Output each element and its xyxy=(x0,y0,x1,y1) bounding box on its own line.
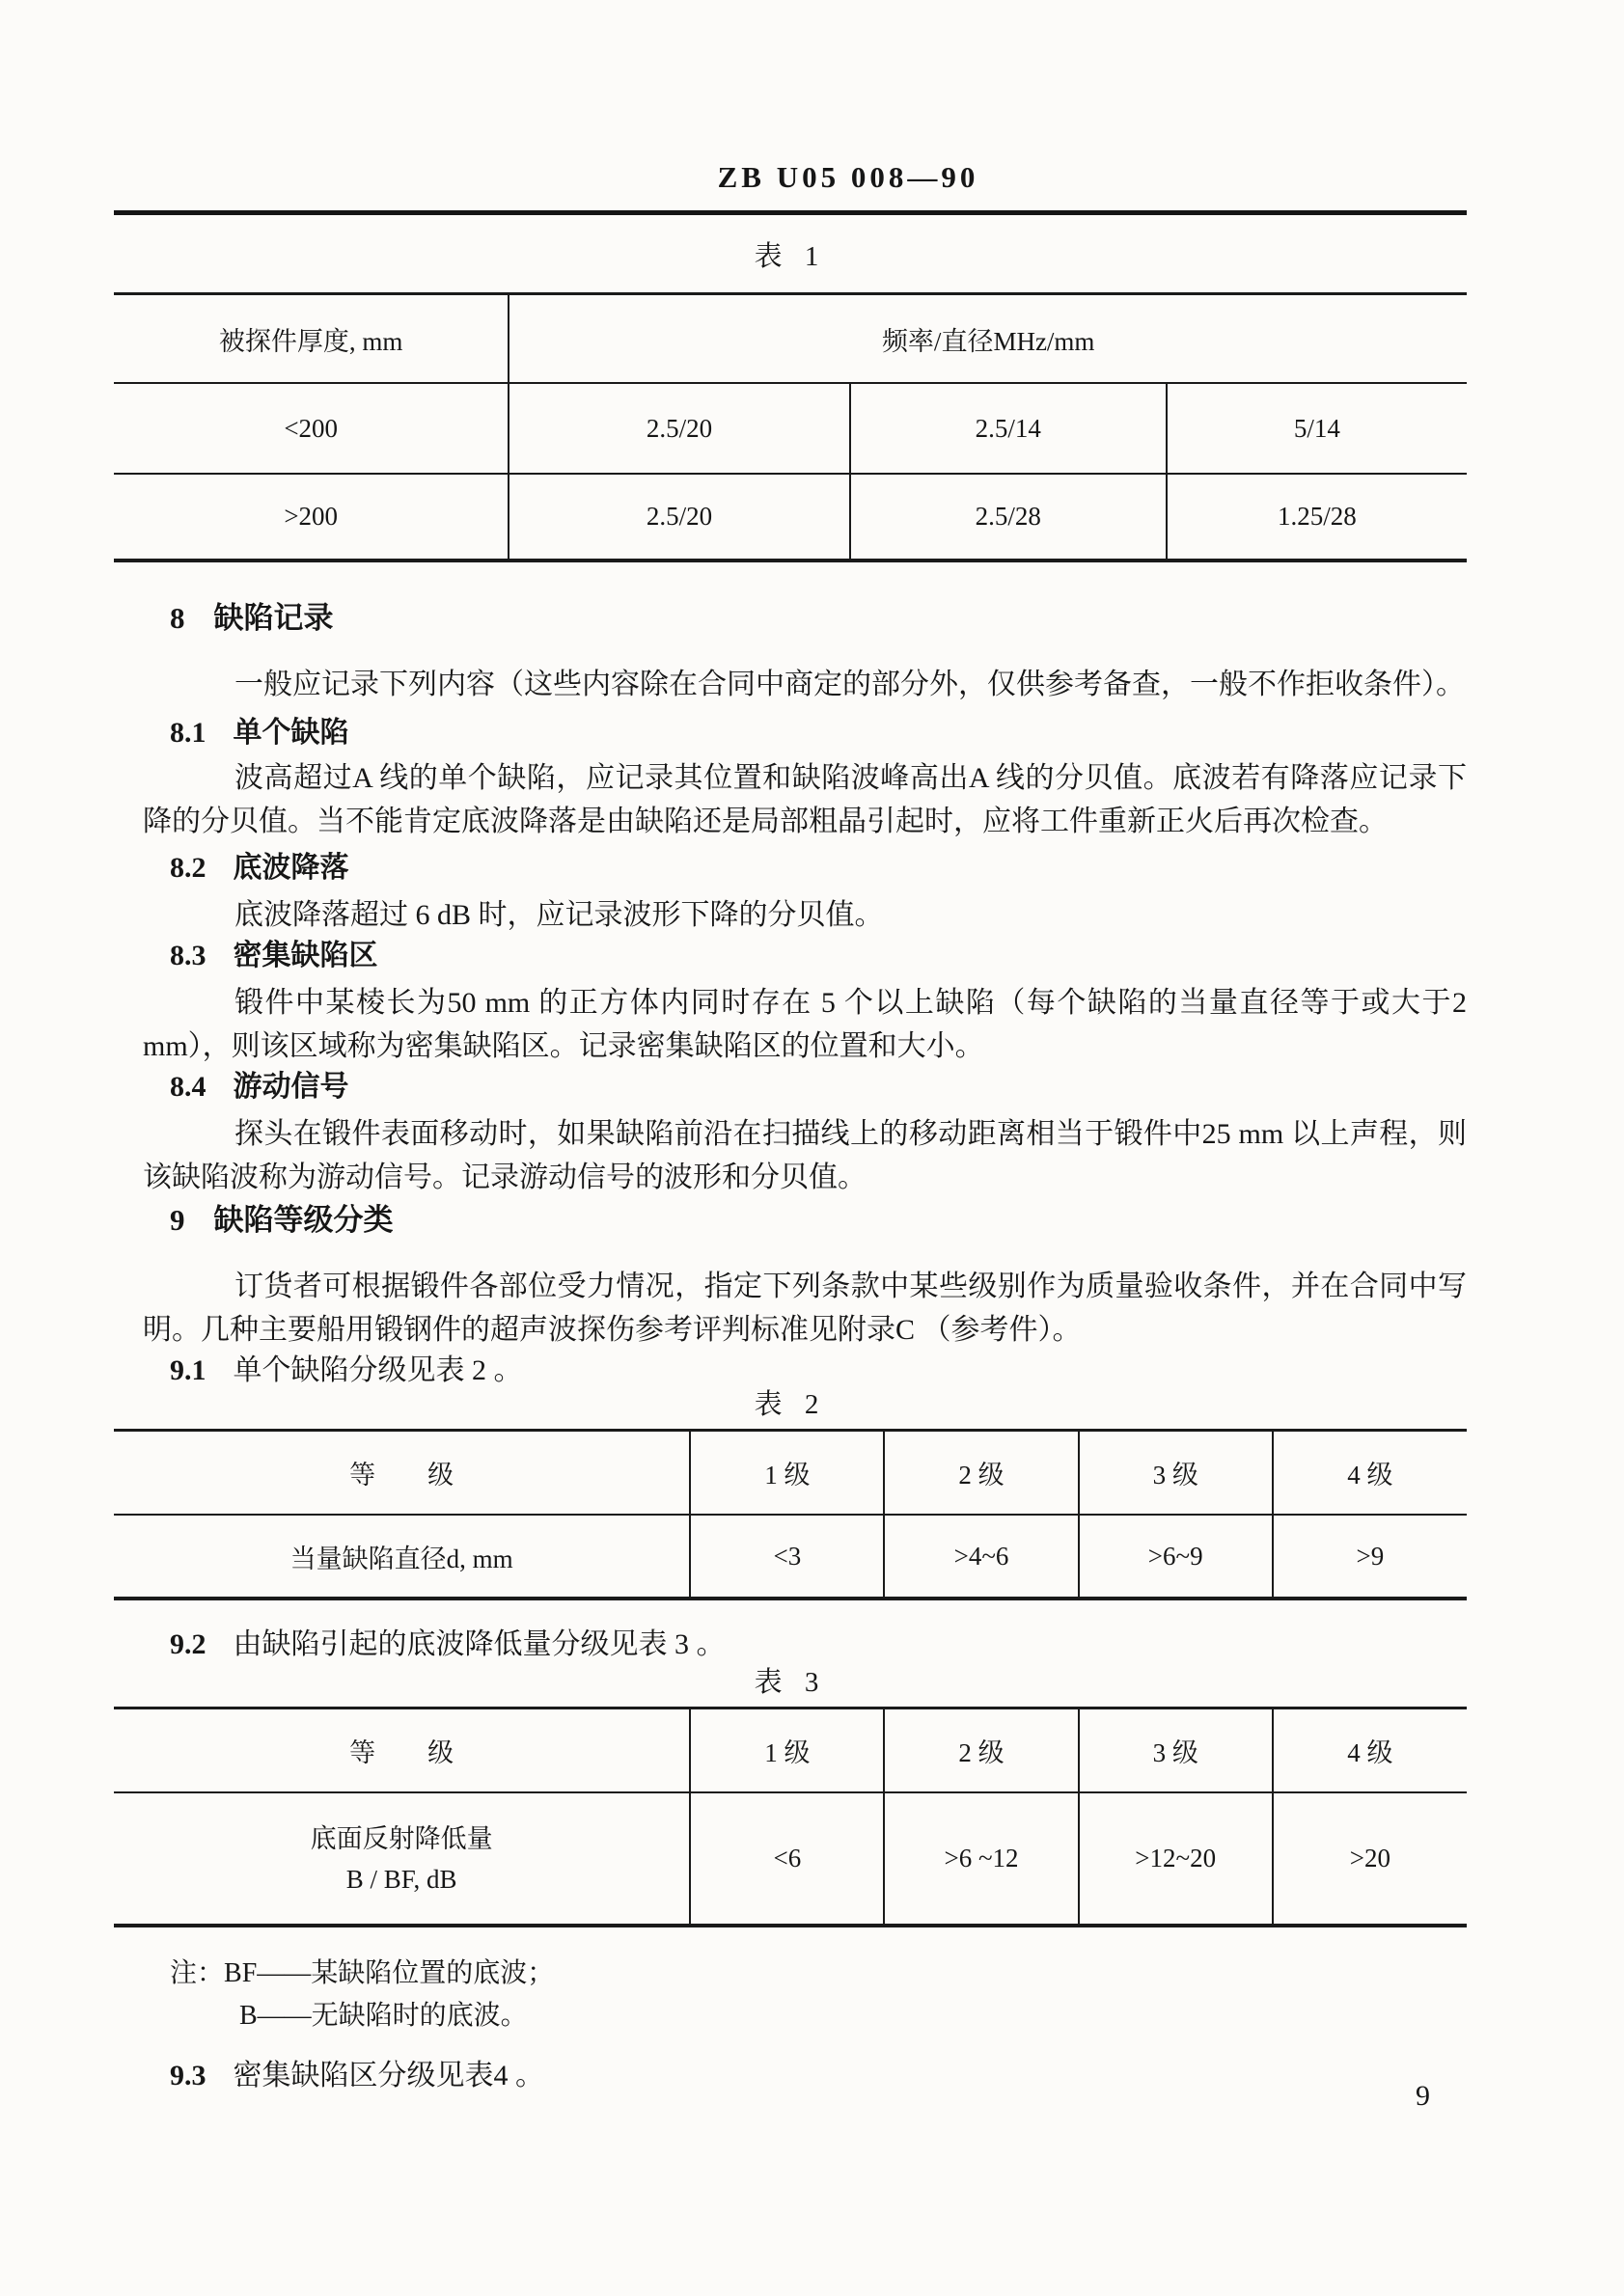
section-9-2-line xyxy=(114,1627,1467,1662)
subsection-title: 密集缺陷区 xyxy=(233,940,378,971)
table2-level-header: 4 级 xyxy=(1273,1431,1467,1516)
section-8-4-heading xyxy=(114,1070,1467,1105)
table3-cell: >6 ~12 xyxy=(884,1792,1078,1926)
table1-cell: 2.5/20 xyxy=(509,474,849,560)
note-text: BF——某缺陷位置的底波； xyxy=(224,1958,555,1988)
subsection-number: 9.1 xyxy=(170,1354,206,1386)
header-rule xyxy=(114,210,1467,215)
subsection-title: 游动信号 xyxy=(233,1071,349,1103)
table1-cell: 2.5/14 xyxy=(850,383,1167,474)
table3-cell: >12~20 xyxy=(1079,1792,1273,1926)
table2-cell: >4~6 xyxy=(884,1515,1078,1599)
note-line-1 xyxy=(170,1954,1467,1993)
table1-frequency-header: 频率/直径MHz/mm xyxy=(509,294,1467,384)
table1-cell: 2.5/28 xyxy=(850,474,1167,560)
section-title: 缺陷等级分类 xyxy=(213,1203,394,1237)
table2-level-header: 2 级 xyxy=(884,1431,1078,1516)
section-9-1-line xyxy=(114,1353,1467,1388)
table3 xyxy=(114,1707,1467,1927)
table3-cell: <6 xyxy=(690,1792,884,1926)
table1-cell: 5/14 xyxy=(1167,383,1467,474)
table2-level-header: 1 级 xyxy=(690,1431,884,1516)
page-number: 9 xyxy=(1416,2080,1430,2112)
subsection-number: 8.4 xyxy=(170,1071,206,1103)
table3-caption: 表 3 xyxy=(754,1667,827,1698)
table3-level-header: 3 级 xyxy=(1079,1708,1273,1793)
section-8-4-body: 探头在锻件表面移动时，如果缺陷前沿在扫描线上的移动距离相当于锻件中25 mm 以上声程，则该缺陷波称为游动信号。记录游动信号的波形和分贝值。 xyxy=(143,1118,1467,1193)
section-number: 8 xyxy=(170,601,185,635)
subsection-text: 单个缺陷分级见表 2 。 xyxy=(233,1354,523,1386)
table2-row-label: 当量缺陷直径d, mm xyxy=(114,1515,690,1599)
subsection-number: 9.2 xyxy=(170,1628,206,1660)
table2-level-header: 3 级 xyxy=(1079,1431,1273,1516)
table1-cell: 2.5/20 xyxy=(509,383,849,474)
table3-level-header: 2 级 xyxy=(884,1708,1078,1793)
subsection-number: 8.2 xyxy=(170,852,206,884)
table2-caption: 表 2 xyxy=(754,1389,827,1420)
section-title: 缺陷记录 xyxy=(213,601,334,635)
subsection-number: 9.3 xyxy=(170,2060,206,2091)
note-label: 注： xyxy=(170,1958,225,1988)
subsection-text: 由缺陷引起的底波降低量分级见表 3 。 xyxy=(233,1628,726,1660)
subsection-number: 8.1 xyxy=(170,717,206,749)
table-row xyxy=(114,1792,1467,1926)
table3-note xyxy=(170,1954,1467,2036)
doc-code-header: ZB U05 008—90 xyxy=(717,160,979,194)
table3-cell: >20 xyxy=(1273,1792,1467,1926)
table3-level-header: 1 级 xyxy=(690,1708,884,1793)
table2 xyxy=(114,1429,1467,1600)
section-8-1-heading xyxy=(114,716,1467,751)
table3-grade-header: 等 级 xyxy=(349,1738,454,1767)
table1-caption: 表 1 xyxy=(754,241,827,272)
table2-grade-header: 等 级 xyxy=(349,1461,454,1490)
section-number: 9 xyxy=(170,1203,185,1237)
table1-thickness-header: 被探件厚度, mm xyxy=(218,326,403,356)
table1-cell: 1.25/28 xyxy=(1167,474,1467,560)
table1 xyxy=(114,292,1467,562)
section-9-3-line xyxy=(114,2059,1467,2093)
table3-row-label-line2: B / BF, dB xyxy=(345,1864,457,1894)
table2-cell: >9 xyxy=(1273,1515,1467,1599)
section-8-intro: 一般应记录下列内容（这些内容除在合同中商定的部分外，仅供参考备查，一般不作拒收条件）。 xyxy=(234,669,1465,700)
section-8-2-body: 底波降落超过 6 dB 时，应记录波形下降的分贝值。 xyxy=(234,899,884,931)
subsection-number: 8.3 xyxy=(170,940,206,971)
section-8-3-body: 锻件中某棱长为50 mm 的正方体内同时存在 5 个以上缺陷（每个缺陷的当量直径等于或大于2 mm），则该区域称为密集缺陷区。记录密集缺陷区的位置和大小。 xyxy=(143,987,1467,1062)
note-line-2: B——无缺陷时的底波。 xyxy=(239,2001,528,2031)
section-9-intro: 订货者可根据锻件各部位受力情况，指定下列条款中某些级别作为质量验收条件，并在合同中写明。几种主要船用锻钢件的超声波探伤参考评判标准见附录C （参考件）。 xyxy=(143,1271,1467,1346)
table3-level-header: 4 级 xyxy=(1273,1708,1467,1793)
subsection-text: 密集缺陷区分级见表4 。 xyxy=(233,2060,544,2091)
table-row xyxy=(114,383,1467,474)
table-row xyxy=(114,1515,1467,1599)
section-8-3-heading xyxy=(114,939,1467,973)
section-8-1-body: 波高超过A 线的单个缺陷，应记录其位置和缺陷波峰高出A 线的分贝值。底波若有降落应记录下降的分贝值。当不能肯定底波降落是由缺陷还是局部粗晶引起时，应将工件重新正火后再次检查。 xyxy=(143,762,1467,837)
subsection-title: 单个缺陷 xyxy=(233,717,349,749)
table2-cell: <3 xyxy=(690,1515,884,1599)
page-content xyxy=(114,0,1467,2093)
section-9-heading xyxy=(114,1203,1467,1238)
section-8-2-heading xyxy=(114,851,1467,886)
table3-row-label-line1: 底面反射降低量 xyxy=(310,1823,493,1853)
subsection-title: 底波降落 xyxy=(233,852,349,884)
table3-row-label xyxy=(114,1792,690,1926)
table-row xyxy=(114,474,1467,560)
table1-cell-thickness: <200 xyxy=(114,383,509,474)
table1-cell-thickness: >200 xyxy=(114,474,509,560)
section-8-heading xyxy=(114,601,1467,636)
table2-cell: >6~9 xyxy=(1079,1515,1273,1599)
